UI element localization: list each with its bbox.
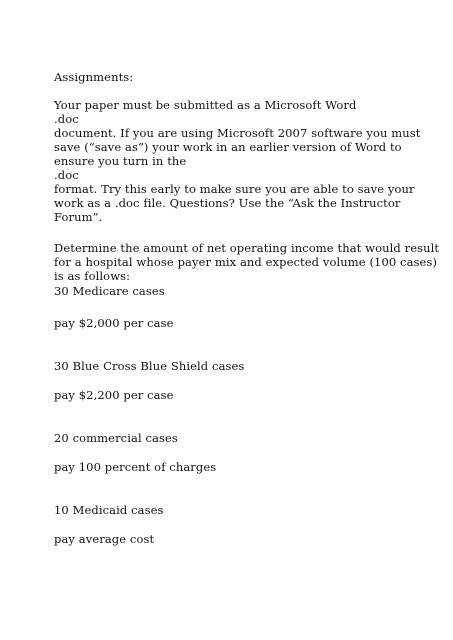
paragraph-line: format. Try this early to make sure you are able to save your [54,182,415,196]
payer-cases: 30 Blue Cross Blue Shield cases [54,359,245,373]
payer-cases: 30 Medicare cases [54,284,165,298]
paragraph-line: Forum”. [54,210,103,224]
paragraph-line: is as follows: [54,269,131,283]
paragraph-line: ensure you turn in the [54,154,187,168]
payer-payment: pay 100 percent of charges [54,460,217,474]
paragraph-line: .doc [54,168,79,182]
paragraph-line: work as a .doc file. Questions? Use the “Ask the Instructor [54,196,401,210]
paragraph-line: save (“save as”) your work in an earlier version of Word to [54,140,402,154]
heading: Assignments: [54,70,134,84]
paragraph-line: Determine the amount of net operating income that would result [54,241,440,255]
payer-payment: pay average cost [54,532,155,546]
paragraph-line: .doc [54,112,79,126]
payer-payment: pay $2,000 per case [54,316,174,330]
payer-cases: 10 Medicaid cases [54,503,164,517]
paragraph-line: for a hospital whose payer mix and expected volume (100 cases) [54,255,438,269]
paragraph-line: document. If you are using Microsoft 2007 software you must [54,126,421,140]
paragraph-line: Your paper must be submitted as a Microsoft Word [54,98,357,112]
payer-cases: 20 commercial cases [54,431,178,445]
payer-payment: pay $2,200 per case [54,388,174,402]
